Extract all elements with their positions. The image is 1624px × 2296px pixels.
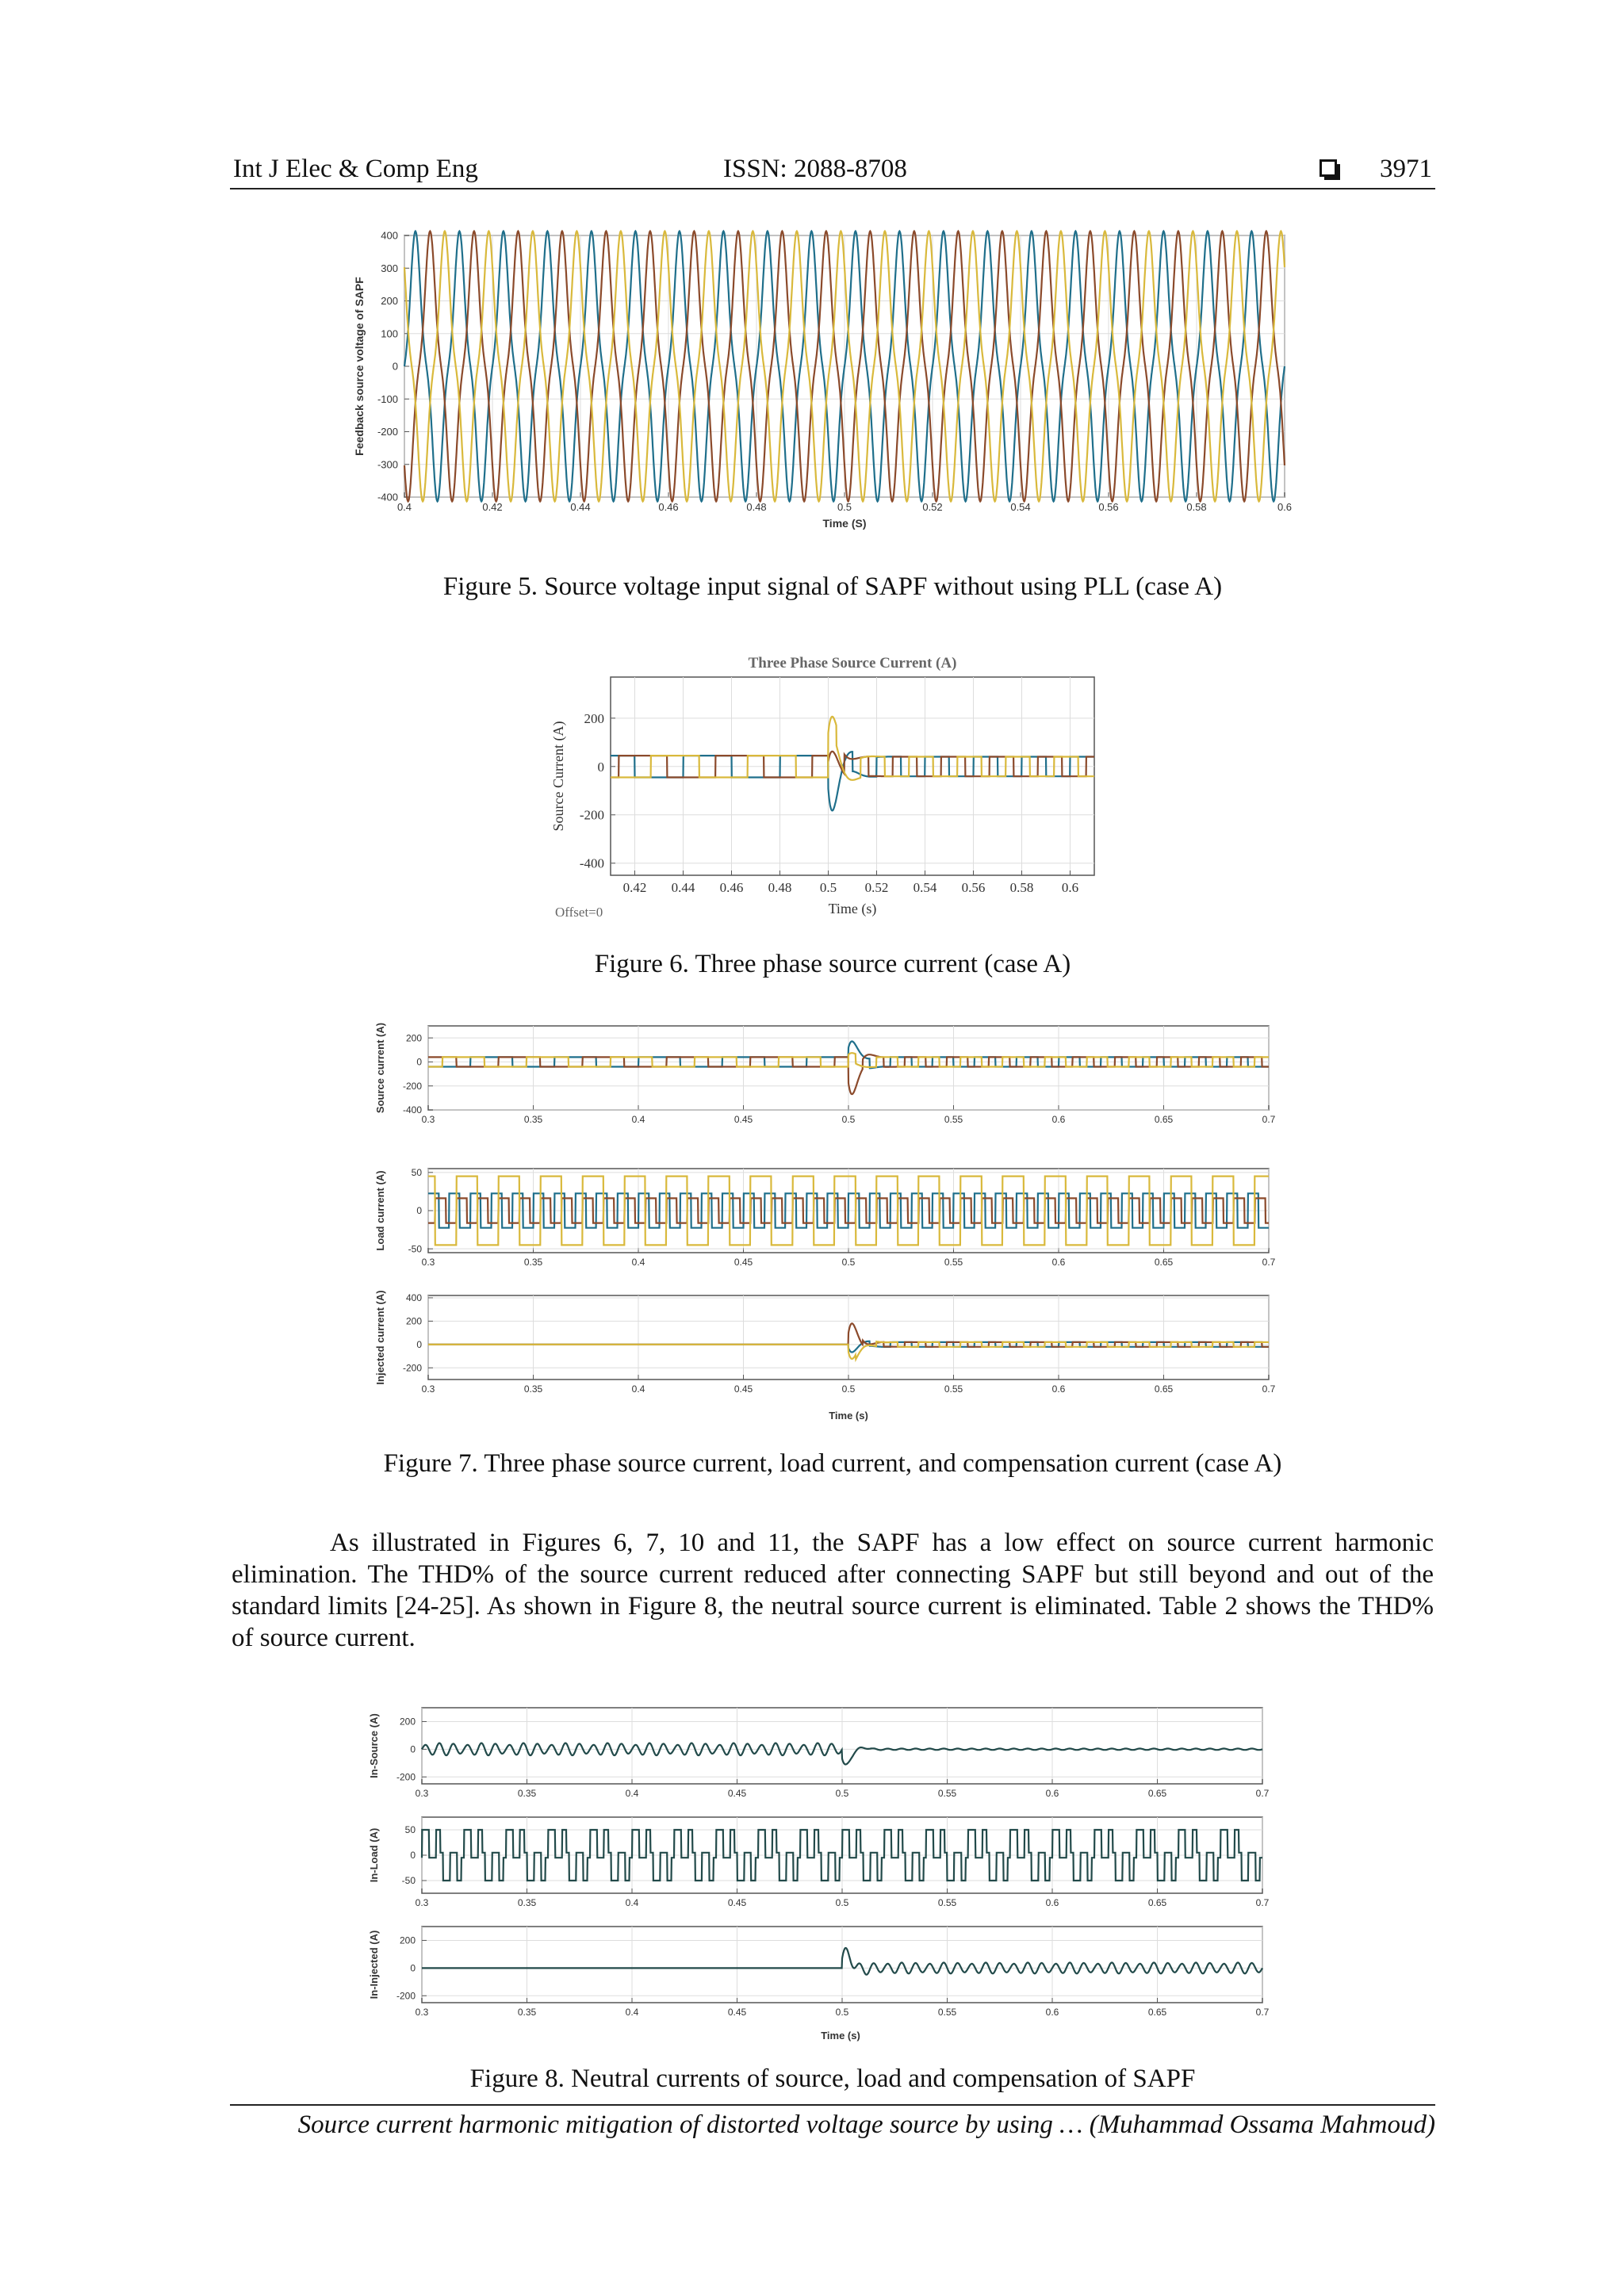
x-tick-label: 0.6 — [1051, 1257, 1066, 1268]
x-tick-label: 0.35 — [517, 1788, 537, 1799]
y-tick-label: -200 — [377, 426, 398, 438]
x-tick-label: 0.5 — [841, 1383, 856, 1395]
x-tick-label: 0.4 — [631, 1383, 645, 1395]
x-tick-label: 0.7 — [1255, 1788, 1270, 1799]
x-tick-label: 0.7 — [1262, 1114, 1276, 1125]
y-tick-label: 400 — [405, 1292, 422, 1304]
x-tick-label: 0.5 — [835, 2007, 849, 2018]
x-tick-label: 0.7 — [1255, 1897, 1270, 1908]
x-tick-label: 0.46 — [658, 501, 679, 513]
x-tick-label: 0.55 — [944, 1114, 963, 1125]
x-tick-label: 0.45 — [727, 1788, 747, 1799]
y-tick-label: 200 — [405, 1315, 422, 1327]
figure-7-chart — [373, 1023, 1293, 1435]
x-tick-label: 0.6 — [1061, 880, 1079, 895]
x-tick-label: 0.48 — [768, 880, 792, 895]
x-tick-label: 0.54 — [1010, 501, 1031, 513]
x-tick-label: 0.6 — [1045, 1788, 1059, 1799]
y-tick-label: -50 — [408, 1243, 422, 1255]
x-tick-label: 0.45 — [727, 1897, 747, 1908]
x-tick-label: 0.5 — [835, 1897, 849, 1908]
y-tick-label: 0 — [597, 759, 604, 775]
x-tick-label: 0.5 — [819, 880, 837, 895]
fig7-subplot-2-axes — [408, 1167, 1276, 1268]
y-tick-label: 200 — [584, 710, 604, 726]
x-tick-label: 0.4 — [625, 2007, 639, 2018]
y-tick-label: -200 — [396, 1990, 416, 2002]
fig7-subplot-1-ylabel: Source current (A) — [374, 1023, 386, 1114]
x-tick-label: 0.55 — [944, 1257, 963, 1268]
x-tick-label: 0.54 — [913, 880, 937, 895]
x-tick-label: 0.7 — [1262, 1257, 1276, 1268]
fig8-subplot-1-ylabel: In-Source (A) — [368, 1713, 380, 1778]
x-tick-label: 0.44 — [570, 501, 591, 513]
x-tick-label: 0.7 — [1262, 1383, 1276, 1395]
y-tick-label: 0 — [410, 1850, 416, 1862]
x-tick-label: 0.45 — [733, 1257, 753, 1268]
fig8-xlabel: Time (s) — [821, 2030, 860, 2042]
y-tick-label: 300 — [381, 262, 398, 274]
fig7-subplot-3-axes — [403, 1292, 1276, 1395]
y-tick-label: 0 — [416, 1339, 422, 1351]
x-tick-label: 0.65 — [1147, 1788, 1167, 1799]
y-tick-label: -400 — [579, 855, 604, 871]
x-tick-label: 0.4 — [631, 1114, 645, 1125]
fig7-subplot-2-ylabel: Load current (A) — [374, 1170, 386, 1251]
y-tick-label: 100 — [381, 327, 398, 340]
x-tick-label: 0.45 — [733, 1383, 753, 1395]
y-tick-label: 50 — [404, 1824, 416, 1836]
y-tick-label: 0 — [410, 1743, 416, 1755]
x-tick-label: 0.65 — [1154, 1383, 1174, 1395]
figure-5-caption: Figure 5. Source voltage input signal of SAPF without using PLL (case A) — [442, 572, 1223, 601]
x-tick-label: 0.7 — [1255, 2007, 1270, 2018]
x-tick-label: 0.4 — [631, 1257, 645, 1268]
y-tick-label: 200 — [399, 1934, 416, 1946]
y-tick-label: 0 — [410, 1962, 416, 1974]
fig5-ylabel: Feedback source voltage of SAPF — [353, 277, 366, 456]
x-tick-label: 0.6 — [1051, 1114, 1066, 1125]
x-tick-label: 0.52 — [922, 501, 943, 513]
x-tick-label: 0.65 — [1154, 1114, 1174, 1125]
y-tick-label: 0 — [392, 360, 398, 373]
x-tick-label: 0.5 — [841, 1257, 856, 1268]
y-tick-label: 200 — [399, 1716, 416, 1728]
fig6-xlabel: Time (s) — [828, 901, 877, 916]
x-tick-label: 0.42 — [482, 501, 503, 513]
fig7-subplot-3-ylabel: Injected current (A) — [374, 1290, 386, 1385]
x-tick-label: 0.55 — [937, 1788, 957, 1799]
x-tick-label: 0.6 — [1051, 1383, 1066, 1395]
x-tick-label: 0.4 — [625, 1788, 639, 1799]
x-tick-label: 0.56 — [961, 880, 986, 895]
x-tick-label: 0.45 — [727, 2007, 747, 2018]
fig8-subplot-1-axes — [396, 1708, 1270, 1799]
fig6-ylabel: Source Current (A) — [550, 721, 566, 832]
fig6-axes — [580, 677, 1094, 895]
figure-7-caption: Figure 7. Three phase source current, load current, and compensation current (case A) — [383, 1449, 1282, 1478]
fig8-subplot-3-ylabel: In-Injected (A) — [368, 1930, 380, 1999]
x-tick-label: 0.3 — [415, 1788, 429, 1799]
fig6-title: Three Phase Source Current (A) — [748, 655, 957, 672]
x-tick-label: 0.4 — [396, 501, 412, 513]
x-tick-label: 0.3 — [421, 1383, 435, 1395]
x-tick-label: 0.42 — [622, 880, 647, 895]
y-tick-label: -200 — [579, 807, 604, 823]
x-tick-label: 0.46 — [719, 880, 744, 895]
x-tick-label: 0.6 — [1277, 501, 1293, 513]
figure-6-chart — [547, 650, 1118, 936]
x-tick-label: 0.35 — [523, 1257, 543, 1268]
x-tick-label: 0.35 — [517, 2007, 537, 2018]
y-tick-label: 0 — [416, 1205, 422, 1217]
fig8-subplot-3-axes — [396, 1927, 1270, 2018]
x-tick-label: 0.56 — [1098, 501, 1119, 513]
x-tick-label: 0.58 — [1009, 880, 1034, 895]
y-tick-label: -400 — [377, 491, 398, 503]
x-tick-label: 0.45 — [733, 1114, 753, 1125]
running-header — [230, 155, 1435, 189]
x-tick-label: 0.3 — [415, 2007, 429, 2018]
page-number: 3971 — [1380, 155, 1432, 183]
figure-8-caption: Figure 8. Neutral currents of source, load and compensation of SAPF — [469, 2064, 1196, 2093]
fig5-xlabel: Time (S) — [822, 517, 867, 530]
x-tick-label: 0.65 — [1154, 1257, 1174, 1268]
x-tick-label: 0.35 — [523, 1383, 543, 1395]
x-tick-label: 0.65 — [1147, 1897, 1167, 1908]
y-tick-label: 200 — [405, 1032, 422, 1044]
body-paragraph: As illustrated in Figures 6, 7, 10 and 11, the SAPF has a low effect on source current harmonic elimination. The THD% of the source current reduced after connecting SAPF but still beyond and out of the standard limits [24-25]. As shown in Figure 8, the neutral source current is eliminated. Table 2 shows the THD% of source current. — [232, 1529, 1434, 1652]
square-bullet-icon — [1320, 159, 1337, 177]
y-tick-label: 0 — [416, 1056, 422, 1068]
y-tick-label: 200 — [381, 295, 398, 308]
y-tick-label: -50 — [401, 1875, 416, 1887]
x-tick-label: 0.55 — [937, 1897, 957, 1908]
x-tick-label: 0.35 — [523, 1114, 543, 1125]
x-tick-label: 0.3 — [421, 1257, 435, 1268]
x-tick-label: 0.44 — [671, 880, 695, 895]
fig6-offset-label: Offset=0 — [555, 905, 603, 920]
figure-5-chart — [349, 226, 1316, 543]
x-tick-label: 0.58 — [1186, 501, 1207, 513]
running-footer: Source current harmonic mitigation of distorted voltage source by using … (Muhammad Ossama Mahmoud) — [230, 2104, 1435, 2140]
x-tick-label: 0.55 — [937, 2007, 957, 2018]
x-tick-label: 0.52 — [864, 880, 889, 895]
fig7-subplot-1-axes — [403, 1026, 1276, 1125]
x-tick-label: 0.6 — [1045, 1897, 1059, 1908]
y-tick-label: 50 — [411, 1167, 422, 1179]
x-tick-label: 0.5 — [841, 1114, 856, 1125]
x-tick-label: 0.5 — [835, 1788, 849, 1799]
fig7-xlabel: Time (s) — [829, 1410, 868, 1422]
x-tick-label: 0.65 — [1147, 2007, 1167, 2018]
x-tick-label: 0.55 — [944, 1383, 963, 1395]
issn: ISSN: 2088-8708 — [723, 155, 907, 183]
journal-name: Int J Elec & Comp Eng — [233, 155, 478, 183]
x-tick-label: 0.35 — [517, 1897, 537, 1908]
x-tick-label: 0.4 — [625, 1897, 639, 1908]
x-tick-label: 0.48 — [746, 501, 767, 513]
y-tick-label: -100 — [377, 392, 398, 405]
figure-8-chart — [365, 1697, 1285, 2045]
x-tick-label: 0.6 — [1045, 2007, 1059, 2018]
x-tick-label: 0.3 — [415, 1897, 429, 1908]
figure-6-caption: Figure 6. Three phase source current (case A) — [594, 950, 1071, 978]
y-tick-label: -300 — [377, 458, 398, 471]
x-tick-label: 0.3 — [421, 1114, 435, 1125]
y-tick-label: -200 — [396, 1771, 416, 1783]
y-tick-label: -200 — [402, 1080, 422, 1092]
y-tick-label: 400 — [381, 229, 398, 242]
y-tick-label: -400 — [402, 1104, 422, 1116]
x-tick-label: 0.5 — [837, 501, 852, 513]
y-tick-label: -200 — [402, 1362, 422, 1374]
fig8-subplot-2-ylabel: In-Load (A) — [368, 1827, 380, 1883]
